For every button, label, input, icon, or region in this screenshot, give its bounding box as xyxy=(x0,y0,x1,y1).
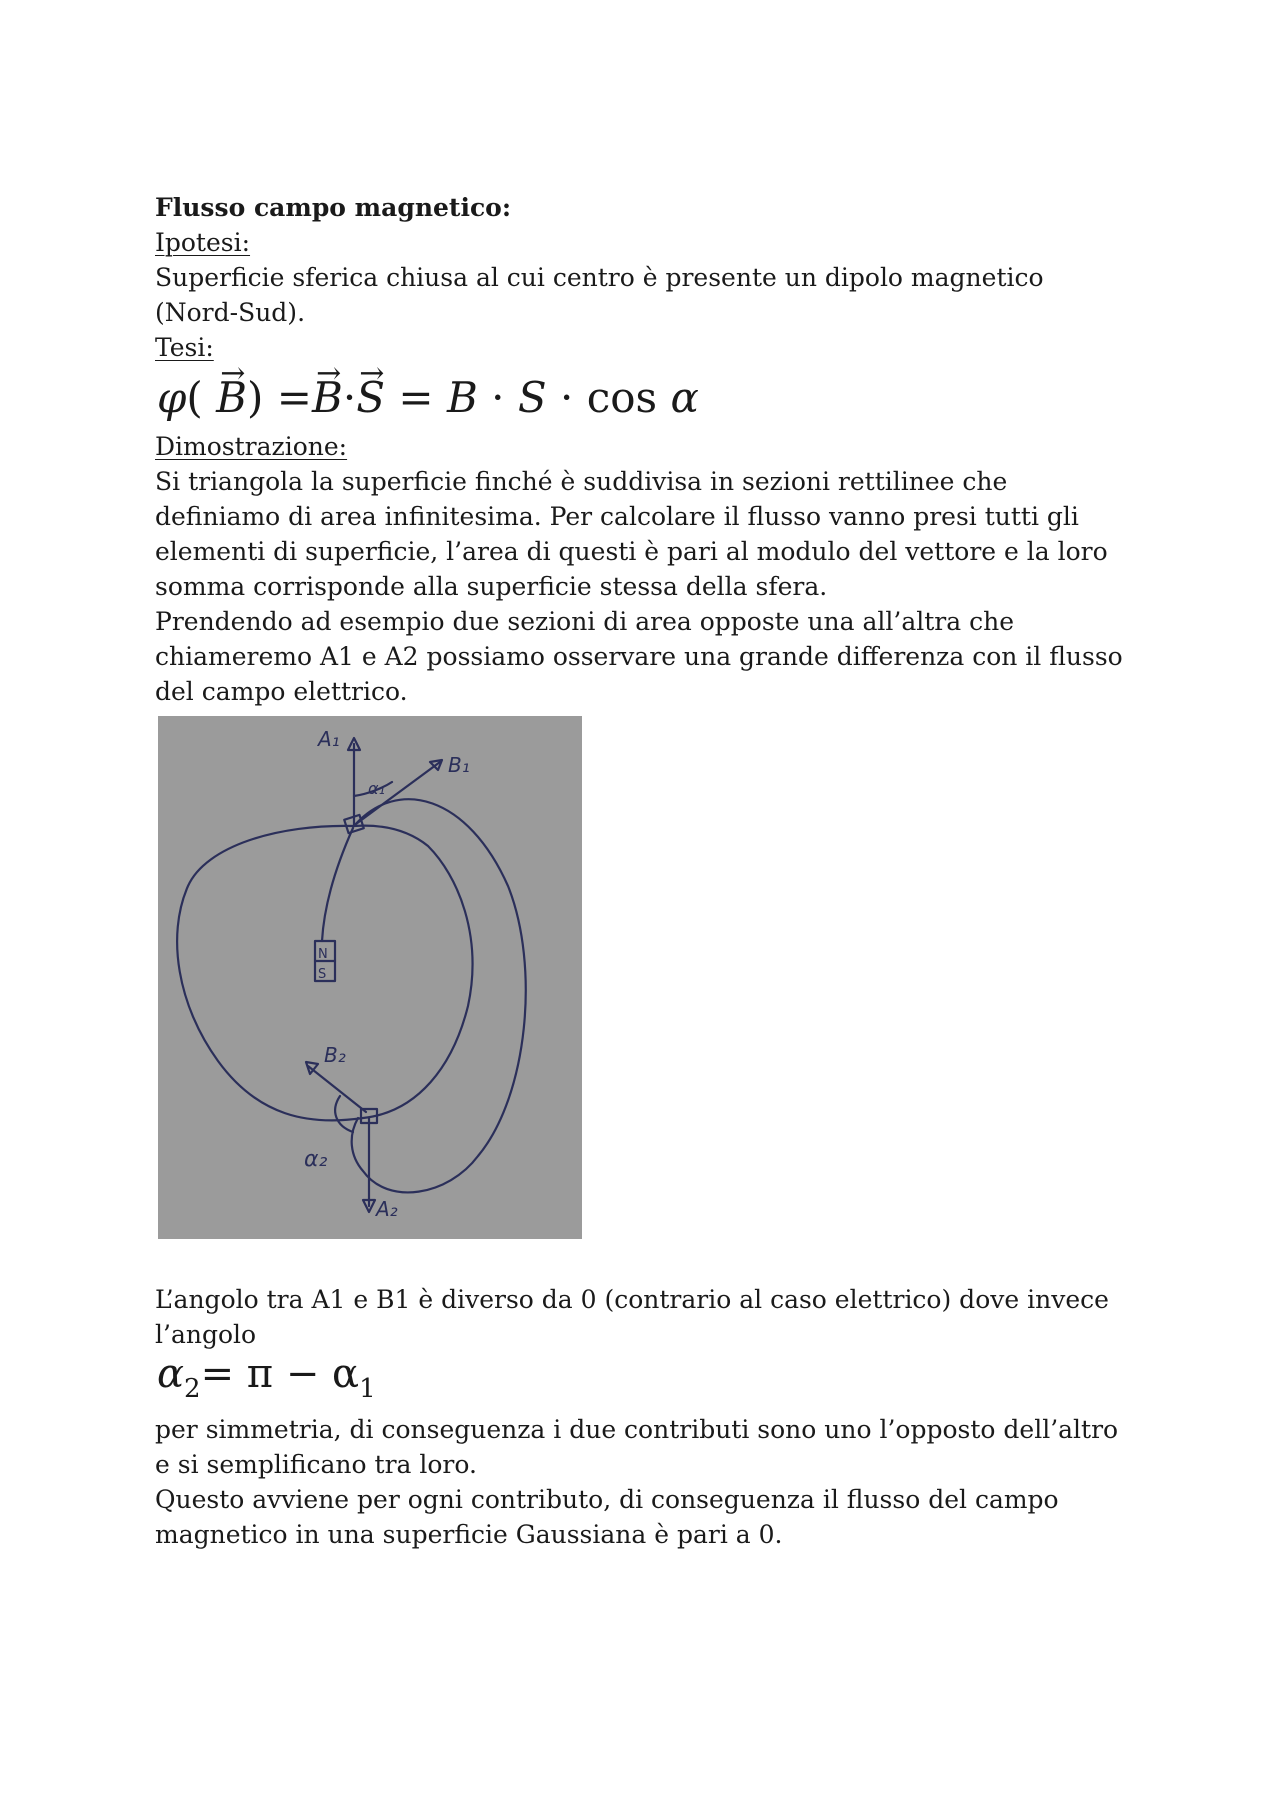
label-n: N xyxy=(318,947,328,962)
formula-phi: φ xyxy=(157,373,187,422)
formula-dot: · xyxy=(491,373,505,422)
label-b1: B₁ xyxy=(448,753,470,777)
formula-equals: = xyxy=(276,373,312,422)
ipotesi-line: Superficie sferica chiusa al cui centro è presente un dipolo magnetico xyxy=(155,263,1044,292)
document-body xyxy=(155,190,1155,709)
formula2-equals: = xyxy=(200,1351,235,1397)
dimostrazione-line: Si triangola la superficie finché è suddivisa in sezioni rettilinee che xyxy=(155,467,1008,496)
formula2-alpha1: α xyxy=(332,1351,360,1397)
alpha-formula xyxy=(157,1351,1155,1412)
ipotesi-heading: Ipotesi: xyxy=(155,228,251,257)
dipole-sphere-sketch xyxy=(158,716,582,1239)
field-b2-arrow xyxy=(308,1066,366,1112)
formula-alpha: α xyxy=(670,373,699,422)
dimostrazione-line: definiamo di area infinitesima. Per calcolare il flusso vanno presi tutti gli xyxy=(155,502,1079,531)
dimostrazione-line: del campo elettrico. xyxy=(155,677,408,706)
dimostrazione-line: elementi di superficie, l’area di questi è pari al modulo del vettore e la loro xyxy=(155,537,1108,566)
formula-paren-open: ( xyxy=(186,373,203,422)
page-title: Flusso campo magnetico: xyxy=(155,193,512,222)
formula-vector-b: → B xyxy=(216,369,247,427)
formula-vector-b: → B xyxy=(312,369,343,427)
label-a1: A₁ xyxy=(318,727,340,751)
conclusion-line: l’angolo xyxy=(155,1320,257,1349)
formula2-minus: − xyxy=(285,1351,320,1397)
conclusion-block xyxy=(155,1282,1155,1552)
conclusion-line: e si semplificano tra loro. xyxy=(155,1450,477,1479)
formula2-sub-2: 2 xyxy=(184,1374,201,1404)
label-alpha2: α₂ xyxy=(304,1147,328,1172)
angle-alpha2-arc xyxy=(335,1096,353,1132)
ipotesi-line: (Nord-Sud). xyxy=(155,298,306,327)
label-a2: A₂ xyxy=(376,1197,398,1221)
formula-paren-close: ) xyxy=(247,373,264,422)
label-s: S xyxy=(318,967,327,982)
label-alpha1: α₁ xyxy=(368,779,385,798)
formula-dot: · xyxy=(560,373,574,422)
field-line xyxy=(322,828,353,941)
formula-vector-s: → S xyxy=(356,369,385,427)
conclusion-line: per simmetria, di conseguenza i due contributi sono uno l’opposto dell’altro xyxy=(155,1415,1119,1444)
dimostrazione-line: somma corrisponde alla superficie stessa della sfera. xyxy=(155,572,828,601)
dimostrazione-line: chiameremo A1 e A2 possiamo osservare una grande differenza con il flusso xyxy=(155,642,1123,671)
formula2-alpha: α xyxy=(157,1351,185,1397)
formula2-sub-1: 1 xyxy=(359,1374,376,1404)
dimostrazione-heading: Dimostrazione: xyxy=(155,432,348,461)
conclusion-line: L’angolo tra A1 e B1 è diverso da 0 (contrario al caso elettrico) dove invece xyxy=(155,1285,1109,1314)
formula2-pi: π xyxy=(246,1351,274,1397)
dimostrazione-line: Prendendo ad esempio due sezioni di area opposte una all’altra che xyxy=(155,607,1014,636)
formula-s: S xyxy=(517,373,547,422)
tesi-formula xyxy=(157,369,1155,427)
conclusion-line: magnetico in una superficie Gaussiana è pari a 0. xyxy=(155,1520,783,1549)
label-b2: B₂ xyxy=(324,1043,346,1067)
tesi-heading: Tesi: xyxy=(155,333,214,362)
formula-b: B xyxy=(446,373,478,422)
sketch-svg xyxy=(158,716,582,1239)
formula-cos: cos xyxy=(586,373,658,422)
conclusion-line: Questo avviene per ogni contributo, di conseguenza il flusso del campo xyxy=(155,1485,1059,1514)
formula-dot: · xyxy=(342,373,357,422)
formula-equals: = xyxy=(398,373,434,422)
